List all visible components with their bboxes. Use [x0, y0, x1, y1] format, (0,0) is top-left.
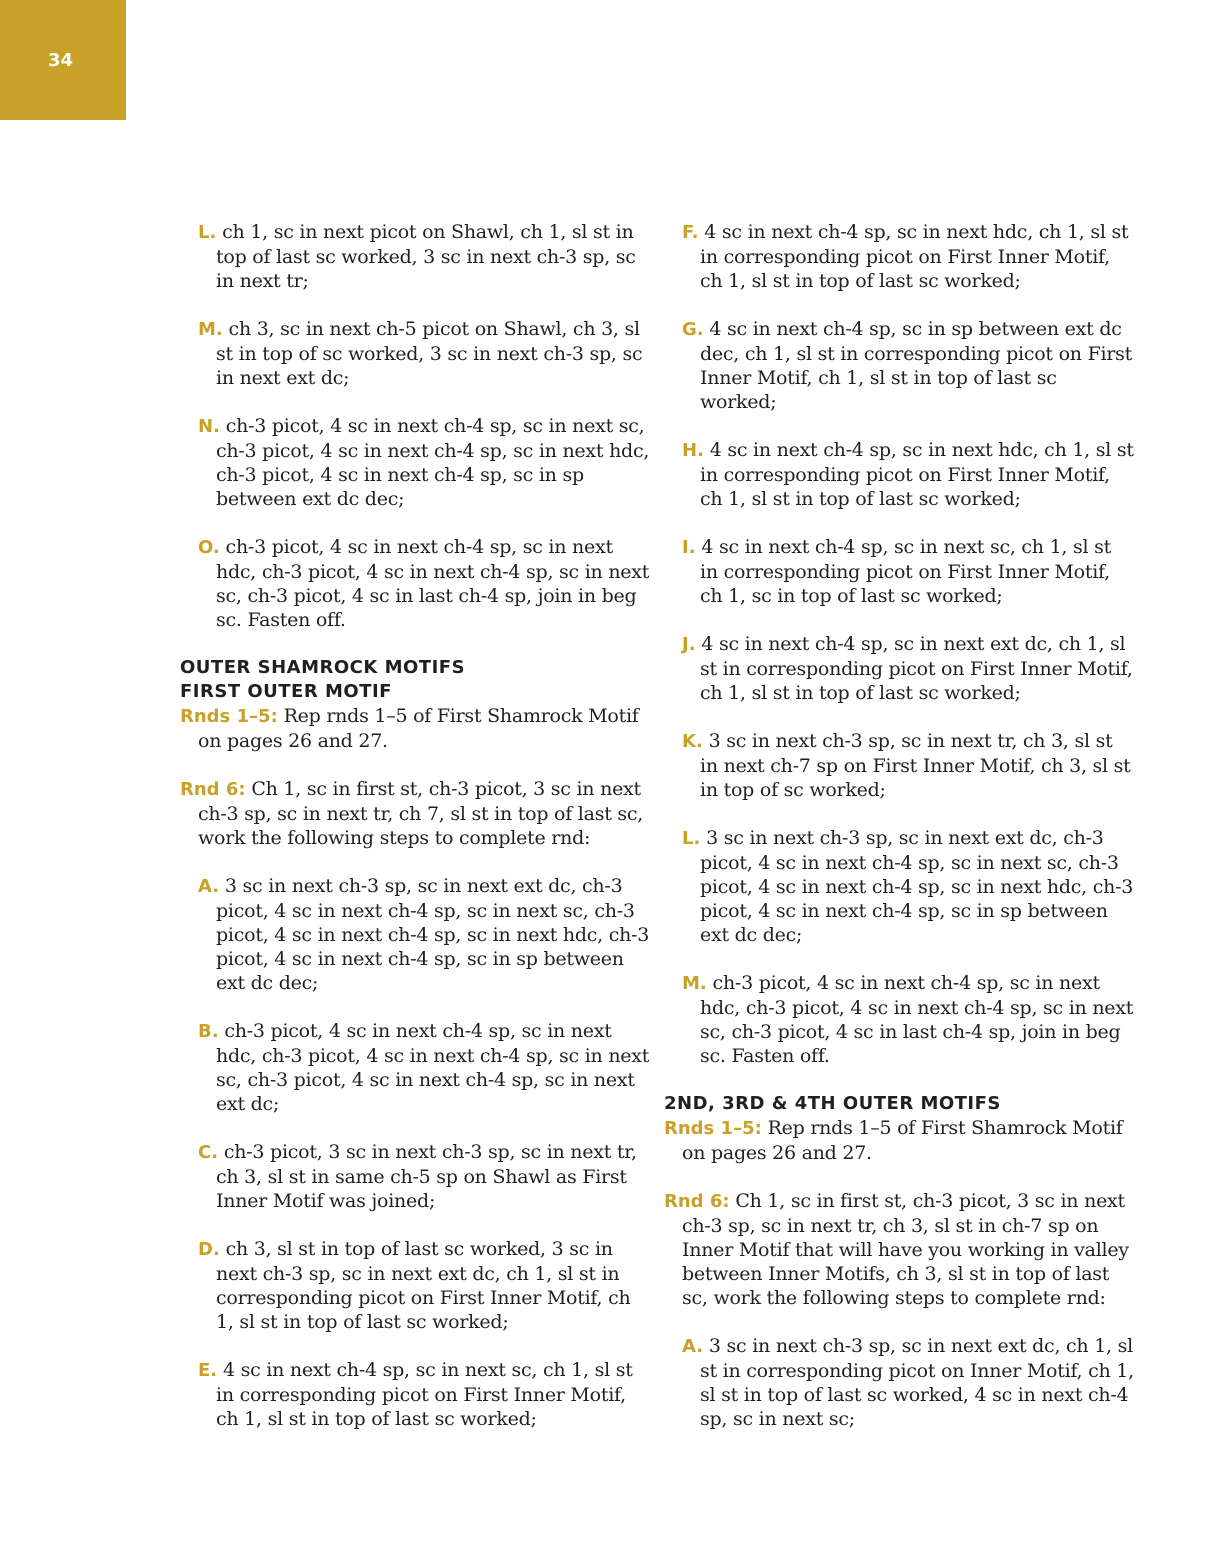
step-label: O. — [198, 537, 220, 558]
step-d — [198, 1237, 650, 1334]
step-f — [682, 220, 1134, 293]
round-label: Rnds 1–5: — [664, 1118, 762, 1139]
step-label: C. — [198, 1142, 219, 1163]
step-label: D. — [198, 1239, 220, 1260]
step-l — [682, 826, 1134, 947]
right-column — [664, 220, 1134, 1455]
step-label: F. — [682, 222, 699, 243]
round-text: Ch 1, sc in first st, ch-3 picot, 3 sc in next ch-3 sp, sc in next tr, ch 3, sl st in ch-7 sp on Inner Motif that will have you working in valley between Inner Motifs, ch 3, sl st in top of last sc, work the following steps to complete rnd: — [682, 1190, 1129, 1309]
section-heading: 2ND, 3RD & 4TH OUTER MOTIFS — [664, 1093, 1001, 1114]
step-label: A. — [682, 1336, 704, 1357]
step-i — [682, 535, 1134, 608]
step-b — [198, 1019, 650, 1116]
round-instruction — [664, 1116, 1134, 1165]
step-text: ch-3 picot, 4 sc in next ch-4 sp, sc in next hdc, ch-3 picot, 4 sc in next ch-4 sp, sc in next sc, ch-3 picot, 4 sc in last ch-4 sp, join in beg sc. Fasten off. — [700, 972, 1134, 1067]
step-o — [198, 535, 650, 632]
step-label: B. — [198, 1021, 219, 1042]
step-label: H. — [682, 440, 704, 461]
step-text: ch-3 picot, 3 sc in next ch-3 sp, sc in next tr, ch 3, sl st in same ch-5 sp on Shawl as First Inner Motif was joined; — [216, 1141, 637, 1212]
round-instruction — [180, 704, 650, 753]
step-a — [198, 874, 650, 995]
round-text: Rep rnds 1–5 of First Shamrock Motif on pages 26 and 27. — [682, 1117, 1123, 1164]
step-text: 3 sc in next ch-3 sp, sc in next tr, ch 3, sl st in next ch-7 sp on First Inner Motif, ch 3, sl st in top of sc worked; — [700, 730, 1131, 801]
step-text: 4 sc in next ch-4 sp, sc in next hdc, ch 1, sl st in corresponding picot on First Inner Motif, ch 1, sl st in top of last sc worked; — [700, 439, 1134, 510]
step-label: N. — [198, 416, 220, 437]
section-heading: OUTER SHAMROCK MOTIFS — [180, 657, 466, 678]
step-label: K. — [682, 731, 703, 752]
step-text: 4 sc in next ch-4 sp, sc in next hdc, ch 1, sl st in corresponding picot on First Inner Motif, ch 1, sl st in top of last sc worked; — [700, 221, 1129, 292]
step-label: M. — [198, 319, 223, 340]
step-text: 3 sc in next ch-3 sp, sc in next ext dc, ch 1, sl st in corresponding picot on Inner Motif, ch 1, sl st in top of last sc worked, 4 sc in next ch-4 sp, sc in next sc; — [700, 1335, 1134, 1430]
step-a — [682, 1334, 1134, 1431]
step-label: G. — [682, 319, 704, 340]
step-text: ch-3 picot, 4 sc in next ch-4 sp, sc in next sc, ch-3 picot, 4 sc in next ch-4 sp, sc in next hdc, ch-3 picot, 4 sc in next ch-4 sp, sc in sp between ext dc dec; — [216, 415, 650, 510]
step-j — [682, 632, 1134, 705]
step-label: J. — [682, 634, 696, 655]
step-h — [682, 438, 1134, 511]
section-heading-block — [664, 1092, 1134, 1116]
subsection-heading: FIRST OUTER MOTIF — [180, 681, 392, 702]
step-text: 4 sc in next ch-4 sp, sc in next sc, ch 1, sl st in corresponding picot on First Inner Motif, ch 1, sl st in top of last sc worked; — [216, 1359, 633, 1430]
step-text: 4 sc in next ch-4 sp, sc in sp between ext dc dec, ch 1, sl st in corresponding picot on First Inner Motif, ch 1, sl st in top of last sc worked; — [700, 318, 1133, 413]
round-label: Rnds 1–5: — [180, 706, 278, 727]
step-text: ch 3, sc in next ch-5 picot on Shawl, ch 3, sl st in top of sc worked, 3 sc in next ch-3 sp, sc in next ext dc; — [216, 318, 643, 389]
step-text: 4 sc in next ch-4 sp, sc in next ext dc, ch 1, sl st in corresponding picot on First Inner Motif, ch 1, sl st in top of last sc worked; — [700, 633, 1133, 704]
step-e — [198, 1358, 650, 1431]
step-m — [682, 971, 1134, 1068]
left-column — [180, 220, 650, 1455]
step-text: ch 3, sl st in top of last sc worked, 3 sc in next ch-3 sp, sc in next ext dc, ch 1, sl st in corresponding picot on First Inner Motif, ch 1, sl st in top of last sc worked; — [216, 1238, 631, 1333]
step-text: 4 sc in next ch-4 sp, sc in next sc, ch 1, sl st in corresponding picot on First Inner Motif, ch 1, sc in top of last sc worked; — [700, 536, 1112, 607]
step-l — [198, 220, 650, 293]
step-text: ch 1, sc in next picot on Shawl, ch 1, sl st in top of last sc worked, 3 sc in next ch-3 sp, sc in next tr; — [216, 221, 636, 292]
step-label: E. — [198, 1360, 218, 1381]
step-text: ch-3 picot, 4 sc in next ch-4 sp, sc in next hdc, ch-3 picot, 4 sc in next ch-4 sp, sc in next sc, ch-3 picot, 4 sc in last ch-4 sp, join in beg sc. Fasten off. — [216, 536, 650, 631]
step-text: ch-3 picot, 4 sc in next ch-4 sp, sc in next hdc, ch-3 picot, 4 sc in next ch-4 sp, sc in next sc, ch-3 picot, 4 sc in next ch-4 sp, sc in next ext dc; — [216, 1020, 650, 1115]
step-label: L. — [682, 828, 701, 849]
round-instruction — [180, 777, 650, 850]
step-label: L. — [198, 222, 217, 243]
step-text: 3 sc in next ch-3 sp, sc in next ext dc, ch-3 picot, 4 sc in next ch-4 sp, sc in next sc, ch-3 picot, 4 sc in next ch-4 sp, sc in next hdc, ch-3 picot, 4 sc in next ch-4 sp, sc in sp between ext dc dec; — [700, 827, 1134, 946]
round-text: Ch 1, sc in first st, ch-3 picot, 3 sc in next ch-3 sp, sc in next tr, ch 7, sl st in top of last sc, work the following steps to complete rnd: — [198, 778, 644, 849]
section-heading-block — [180, 656, 650, 704]
step-n — [198, 414, 650, 511]
step-k — [682, 729, 1134, 802]
round-label: Rnd 6: — [180, 779, 246, 800]
round-text: Rep rnds 1–5 of First Shamrock Motif on pages 26 and 27. — [198, 705, 639, 752]
step-label: I. — [682, 537, 696, 558]
step-label: M. — [682, 973, 707, 994]
step-g — [682, 317, 1134, 414]
step-c — [198, 1140, 650, 1213]
page-number: 34 — [48, 50, 74, 71]
round-instruction — [664, 1189, 1134, 1310]
page-number-tab — [0, 0, 126, 120]
round-label: Rnd 6: — [664, 1191, 730, 1212]
step-m — [198, 317, 650, 390]
step-text: 3 sc in next ch-3 sp, sc in next ext dc, ch-3 picot, 4 sc in next ch-4 sp, sc in next sc, ch-3 picot, 4 sc in next ch-4 sp, sc in next hdc, ch-3 picot, 4 sc in next ch-4 sp, sc in sp between ext dc dec; — [216, 875, 650, 994]
step-label: A. — [198, 876, 220, 897]
